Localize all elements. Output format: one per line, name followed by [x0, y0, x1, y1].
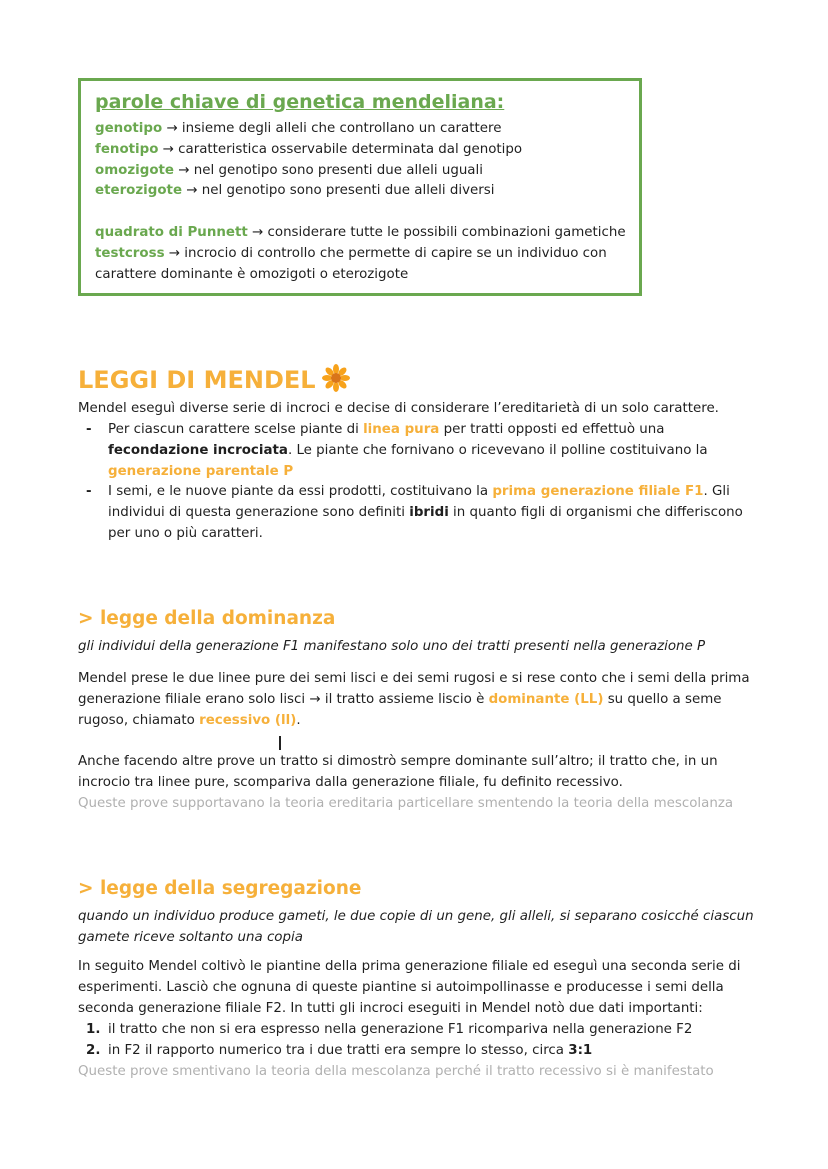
list-item: 2. in F2 il rapporto numerico tra i due tratti era sempre lo stesso, circa 3:1: [86, 1042, 593, 1058]
keyword-genotipo: genotipo → insieme degli alleli che controllano un carattere: [95, 121, 502, 136]
segregazione-heading: > legge della segregazione: [78, 878, 362, 899]
list-item: - I semi, e le nuove piante da essi prodotti, costituivano la prima generazione filiale F1. Gli individui di questa generazione sono definiti ibridi in quanto figli di organismi che differiscono per uno o più caratteri.: [86, 482, 756, 544]
segregazione-definition: quando un individuo produce gameti, le due copie di un gene, gli alleli, si separano cosicché ciascun gamete riceve soltanto una copia: [78, 909, 754, 945]
keywords-title: parole chiave di genetica mendeliana:: [95, 91, 505, 113]
mendel-heading: LEGGI DI MENDEL: [78, 364, 350, 399]
keyword-testcross-continued: carattere dominante è omozigoti o eterozigote: [95, 266, 409, 282]
flower-icon: [322, 364, 350, 399]
dominanza-note: Queste prove supportavano la teoria ereditaria particellare smentendo la teoria della mescolanza: [78, 796, 734, 811]
mendel-intro: Mendel eseguì diverse serie di incroci e decise di considerare l’ereditarietà di un solo carattere.: [78, 401, 719, 416]
mendel-bullets: [86, 420, 756, 545]
dominanza-paragraph-1: Mendel prese le due linee pure dei semi lisci e dei semi rugosi e si rese conto che i semi della prima generazione filiale erano solo lisci → il tratto assieme liscio è dominante (LL) su quello a seme rugoso, chiamato recessivo (ll).: [78, 671, 750, 728]
segregazione-paragraph: In seguito Mendel coltivò le piantine della prima generazione filiale ed eseguì una seconda serie di esperimenti. Lasciò che ognuna di queste piantine si autoimpollinasse e producesse i semi della seconda generazione filiale F2. In tutti gli incroci eseguiti in Mendel notò due dati importanti:: [78, 959, 741, 1016]
list-item: - Per ciascun carattere scelse piante di linea pura per tratti opposti ed effettuò una fecondazione incrociata. Le piante che fornivano o ricevevano il polline costituivano la generazione parentale P: [86, 420, 756, 482]
keyword-omozigote: omozigote → nel genotipo sono presenti due alleli uguali: [95, 162, 483, 178]
list-item: 1. il tratto che non si era espresso nella generazione F1 ricompariva nella generazione F2: [86, 1022, 693, 1037]
dominanza-heading: > legge della dominanza: [78, 608, 336, 629]
keyword-fenotipo: fenotipo → caratteristica osservabile determinata dal genotipo: [95, 141, 523, 157]
keyword-punnett: quadrato di Punnett → considerare tutte le possibili combinazioni gametiche: [95, 225, 626, 241]
keywords-box: [78, 78, 642, 296]
keyword-testcross: testcross → incrocio di controllo che permette di capire se un individuo con: [95, 245, 607, 261]
dominanza-definition: gli individui della generazione F1 manifestano solo uno dei tratti presenti nella generazione P: [78, 639, 706, 654]
dominanza-paragraph-2: Anche facendo altre prove un tratto si dimostrò sempre dominante sull’altro; il tratto che, in un incrocio tra linee pure, scompariva dalla generazione filiale, fu definito recessivo.: [78, 754, 718, 790]
segregazione-note: Queste prove smentivano la teoria della mescolanza perché il tratto recessivo si è manifestato: [78, 1064, 714, 1079]
text-cursor: [279, 736, 281, 750]
keyword-eterozigote: eterozigote → nel genotipo sono presenti due alleli diversi: [95, 183, 495, 199]
segregazione-list: [86, 1020, 746, 1062]
